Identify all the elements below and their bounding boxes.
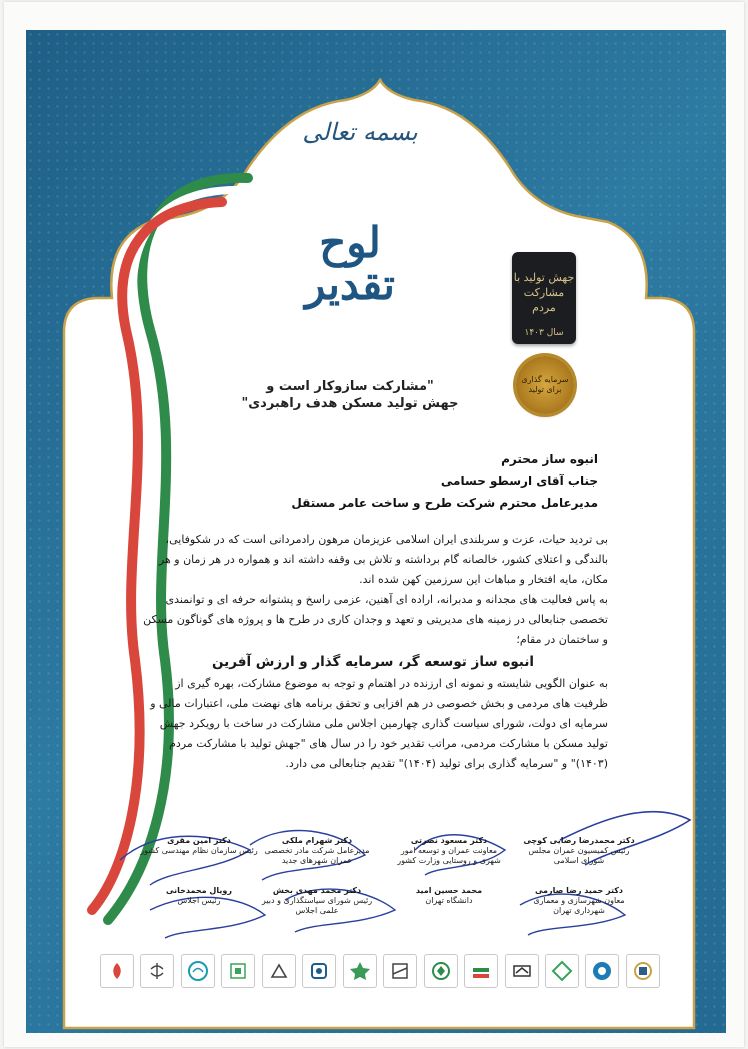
emblem-7-icon bbox=[383, 954, 417, 988]
emblem-8-icon bbox=[343, 954, 377, 988]
emblem-11-icon bbox=[221, 954, 255, 988]
signature-block: دکتر حمید رضا صارمی معاون شهرسازی و معماری شهرداری تهران bbox=[533, 886, 625, 915]
recipient-line-2: جناب آقای ارسطو حسامی bbox=[440, 474, 598, 488]
subtitle-line-1: "مشارکت سازوکار است و bbox=[266, 379, 434, 394]
signature-block: دکتر مسعود نصرتی معاونت عمران و توسعه امور شهری و روستایی وزارت کشور bbox=[397, 836, 501, 865]
emblem-14-icon bbox=[100, 954, 134, 988]
signature-block: دکتر محمد مهدی بخش رئیس شورای سیاستگذاری و دبیر علمی اجلاس bbox=[261, 886, 373, 915]
body-paragraph-1: بی تردید حیات، عزت و سربلندی ایران اسلامی عزیزمان مرهون رادمردانی است که در شکوفایی، بالندگی و اعتلای کشور، خالصانه گام برداشته و تلاش بی وقفه داشته اند و همواره در هر زمان و هر مکان، مایه افتخار و مباهات این سرزمین کهن شده اند. bbox=[158, 533, 608, 586]
emblem-6-icon bbox=[424, 954, 458, 988]
emblem-12-icon bbox=[181, 954, 215, 988]
certificate-subtitle bbox=[240, 378, 460, 412]
emblem-3-icon bbox=[545, 954, 579, 988]
signature-block: دکتر شهرام ملکی مدیرعامل شرکت مادر تخصصی عمران شهرهای جدید bbox=[264, 836, 370, 865]
recipient-line-1: انبوه ساز محترم bbox=[501, 452, 598, 466]
honor-title: انبوه ساز توسعه گر، سرمایه گذار و ارزش آفرین bbox=[211, 654, 535, 670]
subtitle-line-2: جهش تولید مسکن هدف راهبردی" bbox=[241, 396, 459, 411]
emblem-2-icon bbox=[585, 954, 619, 988]
signature-block: محمد حسین امید دانشگاه تهران bbox=[415, 886, 483, 905]
recipient-block bbox=[218, 448, 598, 514]
body-paragraph-3: به عنوان الگویی شایسته و نمونه ای ارزنده در اهتمام و توجه به موضوع مشارکت، بهره گیری از ظرفیت های مردمی و بخش خصوصی در هم افزایی و تحقق برنامه های نهضت ملی، اعتبارات مالی و سرمایه ای دولت، شورای سیاست گذاری چهارمین اجلاس ملی مشارکت در ساخت با رویکرد جهش تولید مسکن با مشارکت مردمی، مراتب تقدیر خود را در سال های "جهش تولید با مشارکت مردم (۱۴۰۳)" و "سرمایه گذاری برای تولید (۱۴۰۴)" تقدیم جنابعالی می دارد. bbox=[150, 677, 608, 770]
certificate-body bbox=[138, 530, 608, 774]
badge-year: سال ۱۴۰۳ bbox=[524, 328, 564, 338]
emblem-13-icon bbox=[140, 954, 174, 988]
signature-block: دکتر امین مقری رئیس سازمان نظام مهندسی کشور bbox=[140, 836, 258, 855]
gold-seal-badge bbox=[516, 356, 574, 414]
sponsor-logos-row bbox=[100, 950, 660, 996]
emblem-1-icon bbox=[626, 954, 660, 988]
bismillah-text: بسمه تعالی bbox=[302, 118, 418, 146]
gold-seal-text: سرمایه گذاری برای تولید bbox=[521, 375, 569, 394]
certificate-title: لوح تقدیر bbox=[305, 218, 395, 309]
jahesh-tolid-badge bbox=[512, 252, 576, 344]
emblem-9-icon bbox=[302, 954, 336, 988]
recipient-line-3: مدیرعامل محترم شرکت طرح و ساخت عامر مستقل bbox=[291, 496, 598, 510]
badge-main-text: جهش تولید با مشارکت مردم bbox=[513, 271, 575, 314]
signature-block: رویال محمدخانی رئیس اجلاس bbox=[166, 886, 232, 905]
emblem-5-icon bbox=[464, 954, 498, 988]
signature-block: دکتر محمدرضا رضایی کوچی رئیس کمیسیون عمران مجلس شورای اسلامی bbox=[523, 836, 635, 865]
emblem-4-icon bbox=[505, 954, 539, 988]
body-paragraph-2: به پاس فعالیت های مجدانه و مدبرانه، اراده ای آهنین، عزمی راسخ و پشتوانه حرفه ای و توانمندی تخصصی جنابعالی در زمینه های مدیریتی و تعهد و وجدان کاری در طرح ها و پروژه های گوناگون مسکن و ساختمان در مقام؛ bbox=[143, 593, 608, 646]
emblem-10-icon bbox=[262, 954, 296, 988]
